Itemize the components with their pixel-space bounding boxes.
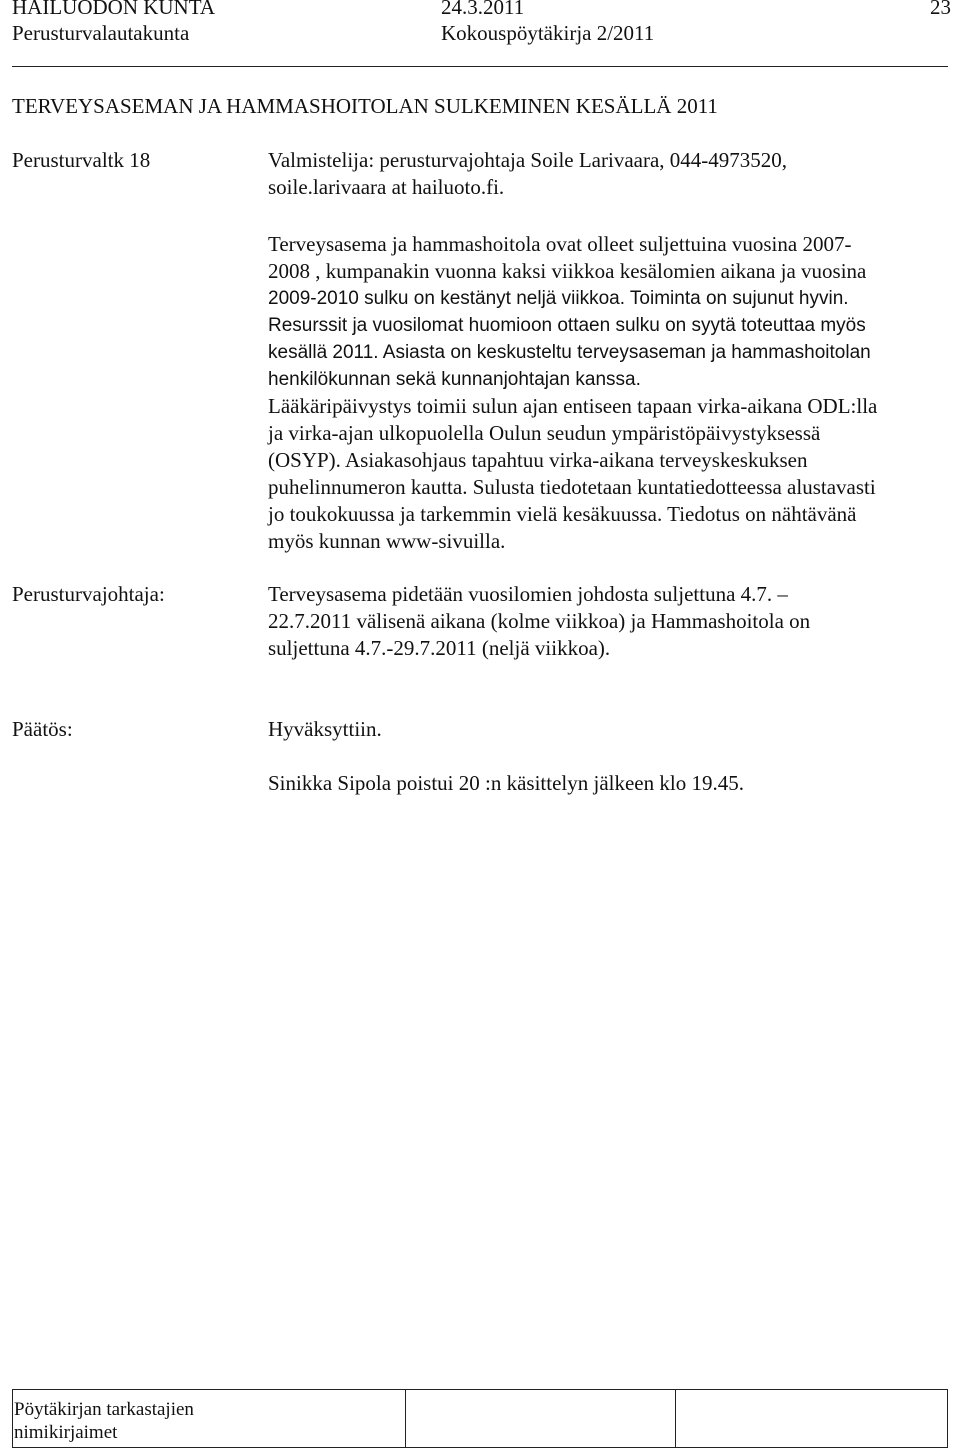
signatures-caption-line-2: nimikirjaimet (14, 1422, 118, 1443)
body-line: puhelinnumeron kautta. Sulusta tiedotetaan kuntatiedotteessa alustavasti (268, 475, 876, 499)
body-line: Resurssit ja vuosilomat huomioon ottaen sulku on syytä toteuttaa myös (268, 315, 866, 336)
signatures-caption-line-1: Pöytäkirjan tarkastajien (14, 1399, 194, 1420)
body-line: ja virka-ajan ulkopuolella Oulun seudun ympäristöpäivystyksessä (268, 421, 821, 445)
item-heading: TERVEYSASEMAN JA HAMMASHOITOLAN SULKEMINEN KESÄLLÄ 2011 (12, 94, 718, 118)
body-line: henkilökunnan sekä kunnanjohtajan kanssa. (268, 369, 641, 390)
body-line: 2008 , kumpanakin vuonna kaksi viikkoa kesälomien aikana ja vuosina (268, 259, 867, 283)
minutes-title: Kokouspöytäkirja 2/2011 (441, 21, 655, 45)
municipality-name: HAILUODON KUNTA (12, 0, 216, 19)
body-line: 2009-2010 sulku on kestänyt neljä viikkoa. Toiminta on sujunut hyvin. (268, 288, 849, 309)
decision-text: Hyväksyttiin. (268, 717, 382, 741)
body-line: myös kunnan www-sivuilla. (268, 529, 506, 553)
body-line: jo toukokuussa ja tarkemmin vielä kesäkuussa. Tiedotus on nähtävänä (268, 502, 857, 526)
item-reference: Perusturvaltk 18 (12, 148, 151, 172)
proposal-label: Perusturvajohtaja: (12, 582, 165, 606)
decision-label: Päätös: (12, 717, 73, 741)
proposal-line: suljettuna 4.7.-29.7.2011 (neljä viikkoa). (268, 636, 611, 660)
body-line: (OSYP). Asiakasohjaus tapahtuu virka-aikana terveyskeskuksen (268, 448, 808, 472)
signature-box (675, 1389, 948, 1448)
board-name: Perusturvalautakunta (12, 21, 190, 45)
proposal-line: Terveysasema pidetään vuosilomien johdosta suljettuna 4.7. – (268, 582, 788, 606)
meeting-date: 24.3.2011 (441, 0, 525, 19)
body-line: Lääkäripäivystys toimii sulun ajan entiseen tapaan virka-aikana ODL:lla (268, 394, 878, 418)
body-line: Terveysasema ja hammashoitola ovat olleet suljettuina vuosina 2007- (268, 232, 852, 256)
preparer-line-1: Valmistelija: perusturvajohtaja Soile Larivaara, 044-4973520, (268, 148, 788, 172)
proposal-line: 22.7.2011 välisenä aikana (kolme viikkoa) ja Hammashoitola on (268, 609, 811, 633)
header-divider (12, 66, 948, 67)
page-number: 23 (930, 0, 951, 19)
body-line: kesällä 2011. Asiasta on keskusteltu terveysaseman ja hammashoitolan (268, 342, 871, 363)
preparer-line-2: soile.larivaara at hailuoto.fi. (268, 175, 505, 199)
decision-note: Sinikka Sipola poistui 20 :n käsittelyn jälkeen klo 19.45. (268, 771, 744, 795)
signature-box (405, 1389, 676, 1448)
